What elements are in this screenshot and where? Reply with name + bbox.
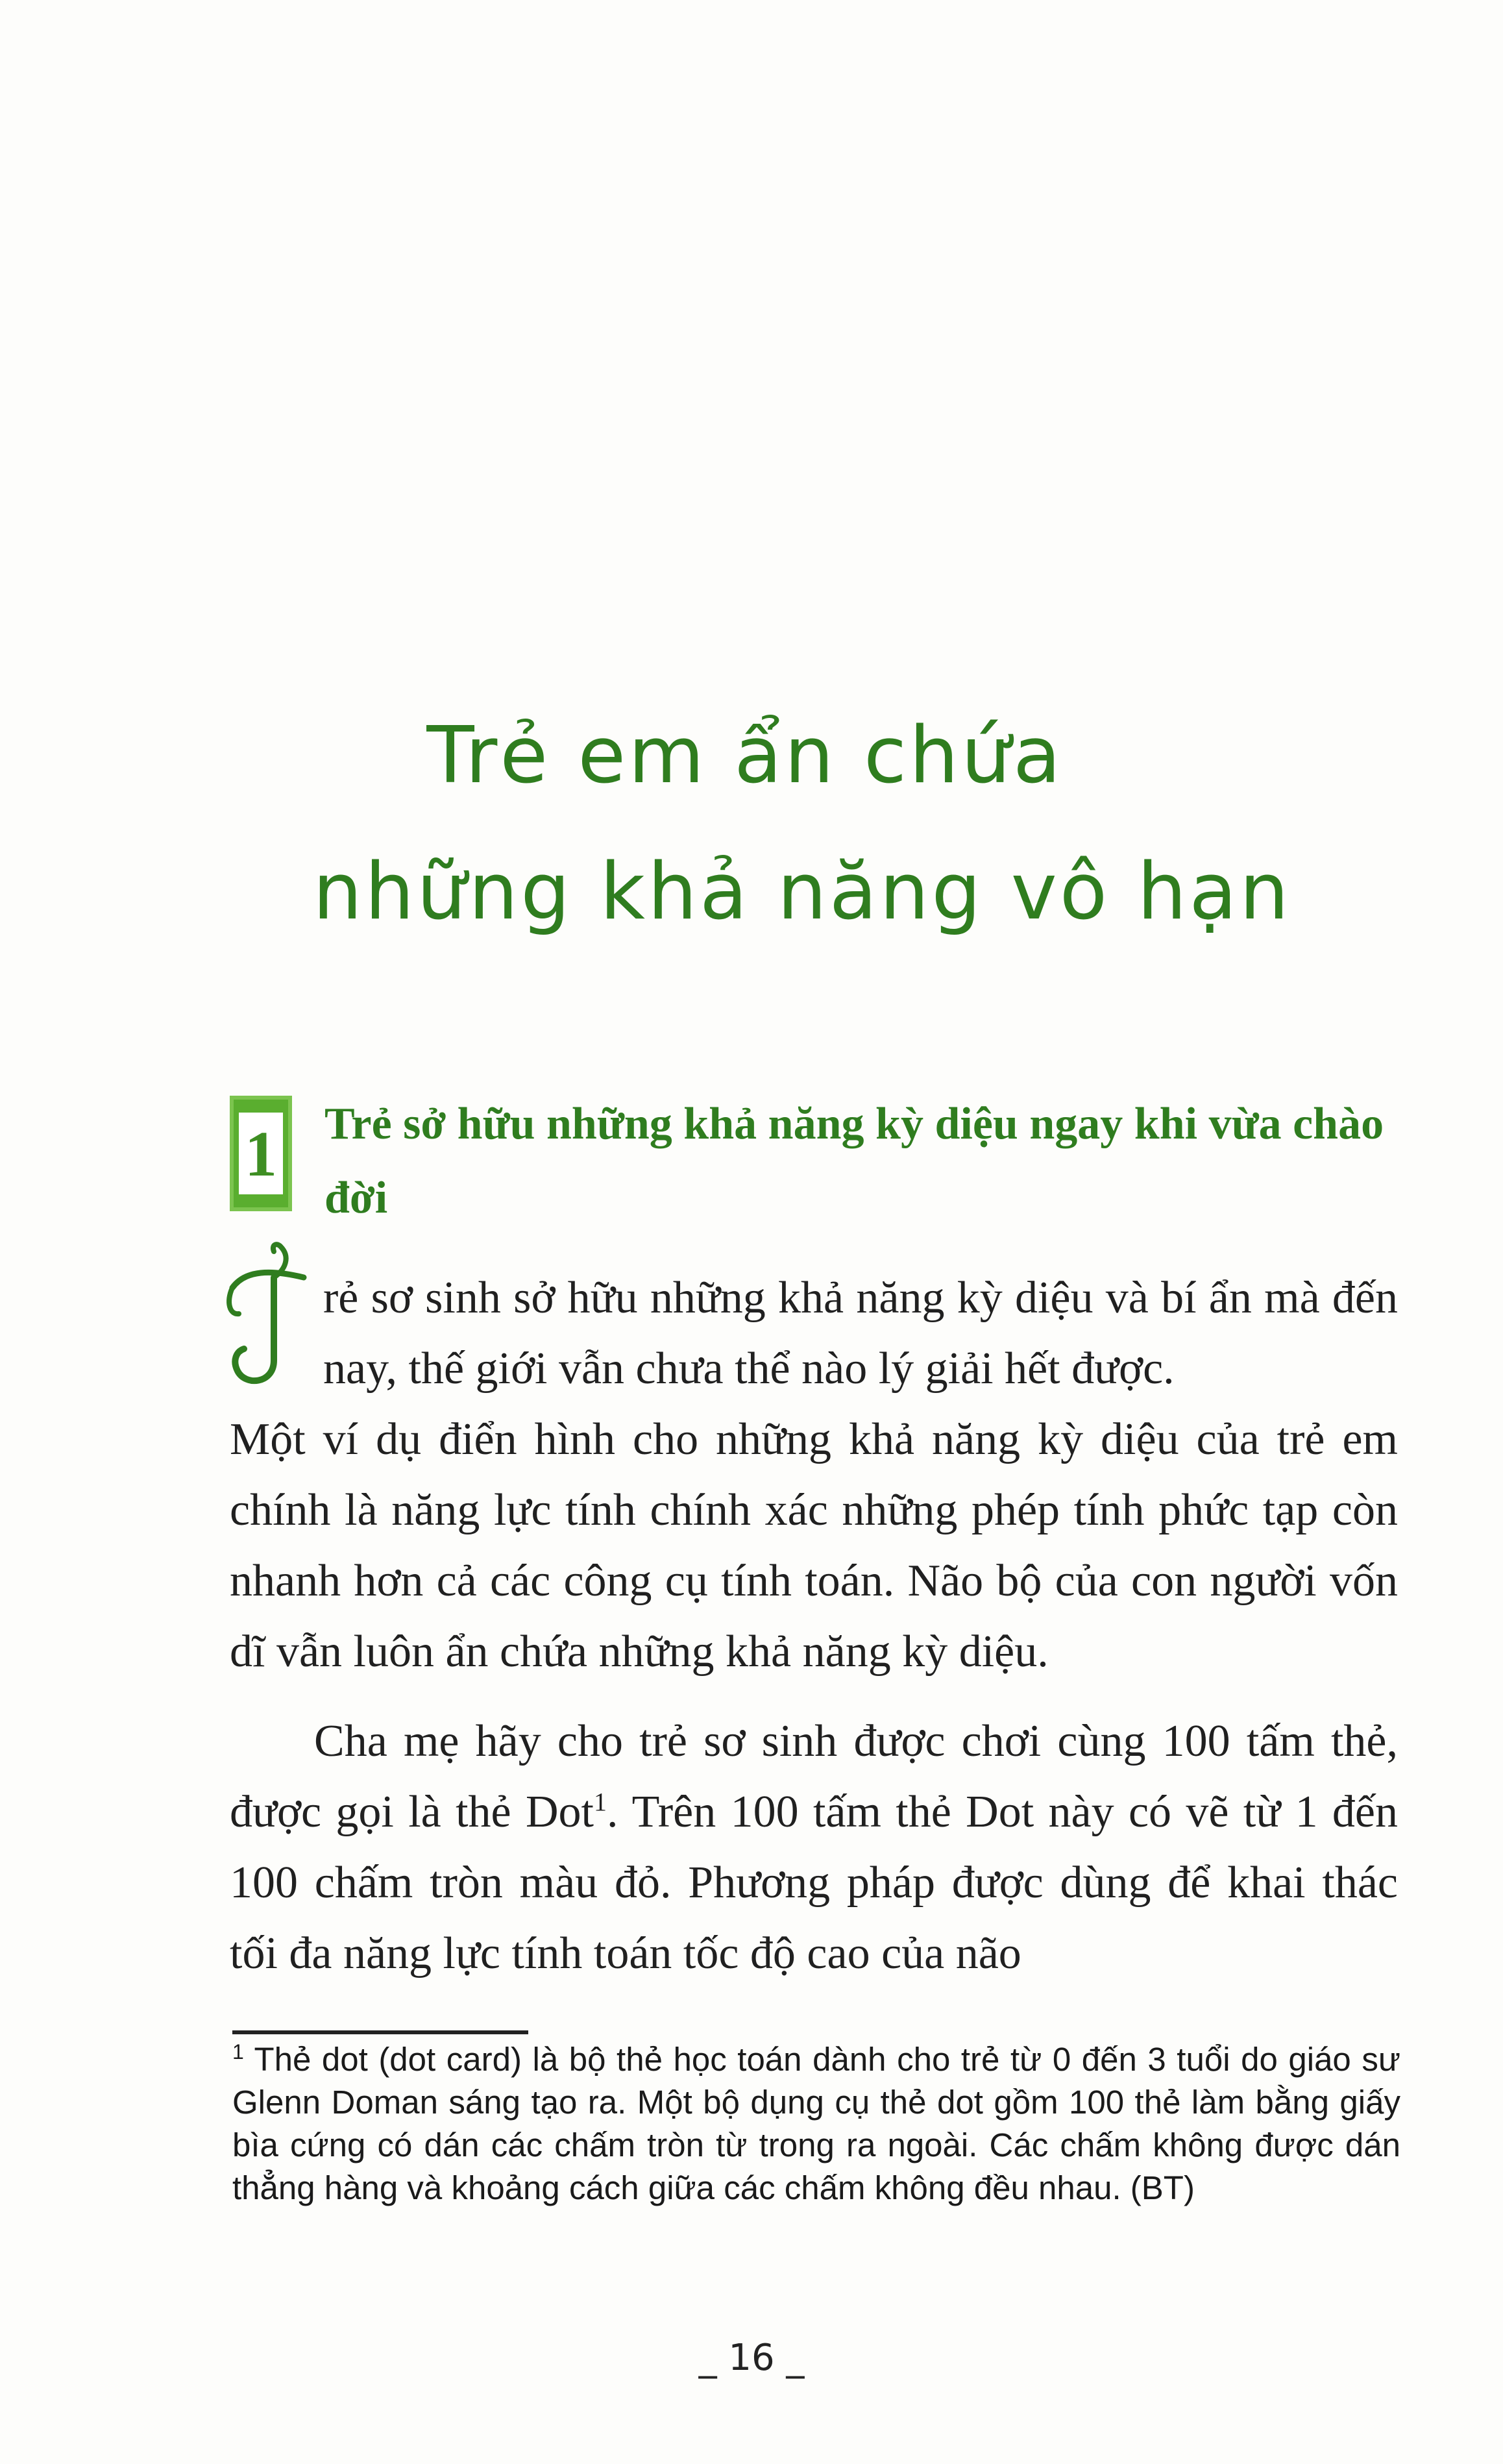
page-number: _ 16 _ xyxy=(698,2337,805,2379)
paragraph-1-rest: Một ví dụ điển hình cho những khả năng kỳ diệu của trẻ em chính là năng lực tính chính xác những phép tính phức tạp còn nhanh hơn cả các công cụ tính toán. Não bộ của con người vốn dĩ vẫn luôn ẩn chứa những khả năng kỳ diệu. xyxy=(230,1414,1398,1677)
footnote xyxy=(232,2038,1400,2210)
paragraph-2-text-after: . Trên 100 tấm thẻ Dot này có vẽ từ 1 đến 100 chấm tròn màu đỏ. Phương pháp được dùng để khai thác tối đa năng lực tính toán tốc độ cao của não xyxy=(230,1787,1399,1978)
footnote-divider xyxy=(232,2030,528,2034)
section-number: 1 xyxy=(239,1113,283,1194)
section-number-badge xyxy=(230,1096,292,1211)
footnote-marker: 1 xyxy=(232,2040,244,2064)
paragraph-2 xyxy=(230,1706,1398,1989)
section-heading: Trẻ sở hữu những khả năng kỳ diệu ngay khi vừa chào đời xyxy=(324,1099,1384,1223)
chapter-title-line-1: Trẻ em ẩn chứa xyxy=(426,711,1064,801)
footnote-reference[interactable]: 1 xyxy=(593,1787,607,1817)
chapter-title-line-2: những khả năng vô hạn xyxy=(313,847,1291,937)
footnote-text: Thẻ dot (dot card) là bộ thẻ học toán dành cho trẻ từ 0 đến 3 tuổi do giáo sư Glenn Doman sáng tạo ra. Một bộ dụng cụ thẻ dot gồm 100 thẻ làm bằng giấy bìa cứng có dán các chấm tròn từ trong ra ngoài. Các chấm không được dán thẳng hàng và khoảng cách giữa các chấm không đều nhau. (BT) xyxy=(232,2041,1400,2206)
paragraph-2-text-before: Cha mẹ hãy cho trẻ sơ sinh được chơi cùng 100 tấm thẻ, được gọi là thẻ Dot xyxy=(230,1716,1398,1837)
paragraph-1-first-lines: rẻ sơ sinh sở hữu những khả năng kỳ diệu và bí ẩn mà đến nay, thế giới vẫn chưa thể nào lý giải hết được. xyxy=(323,1273,1398,1394)
drop-cap-letter-t xyxy=(226,1237,317,1393)
